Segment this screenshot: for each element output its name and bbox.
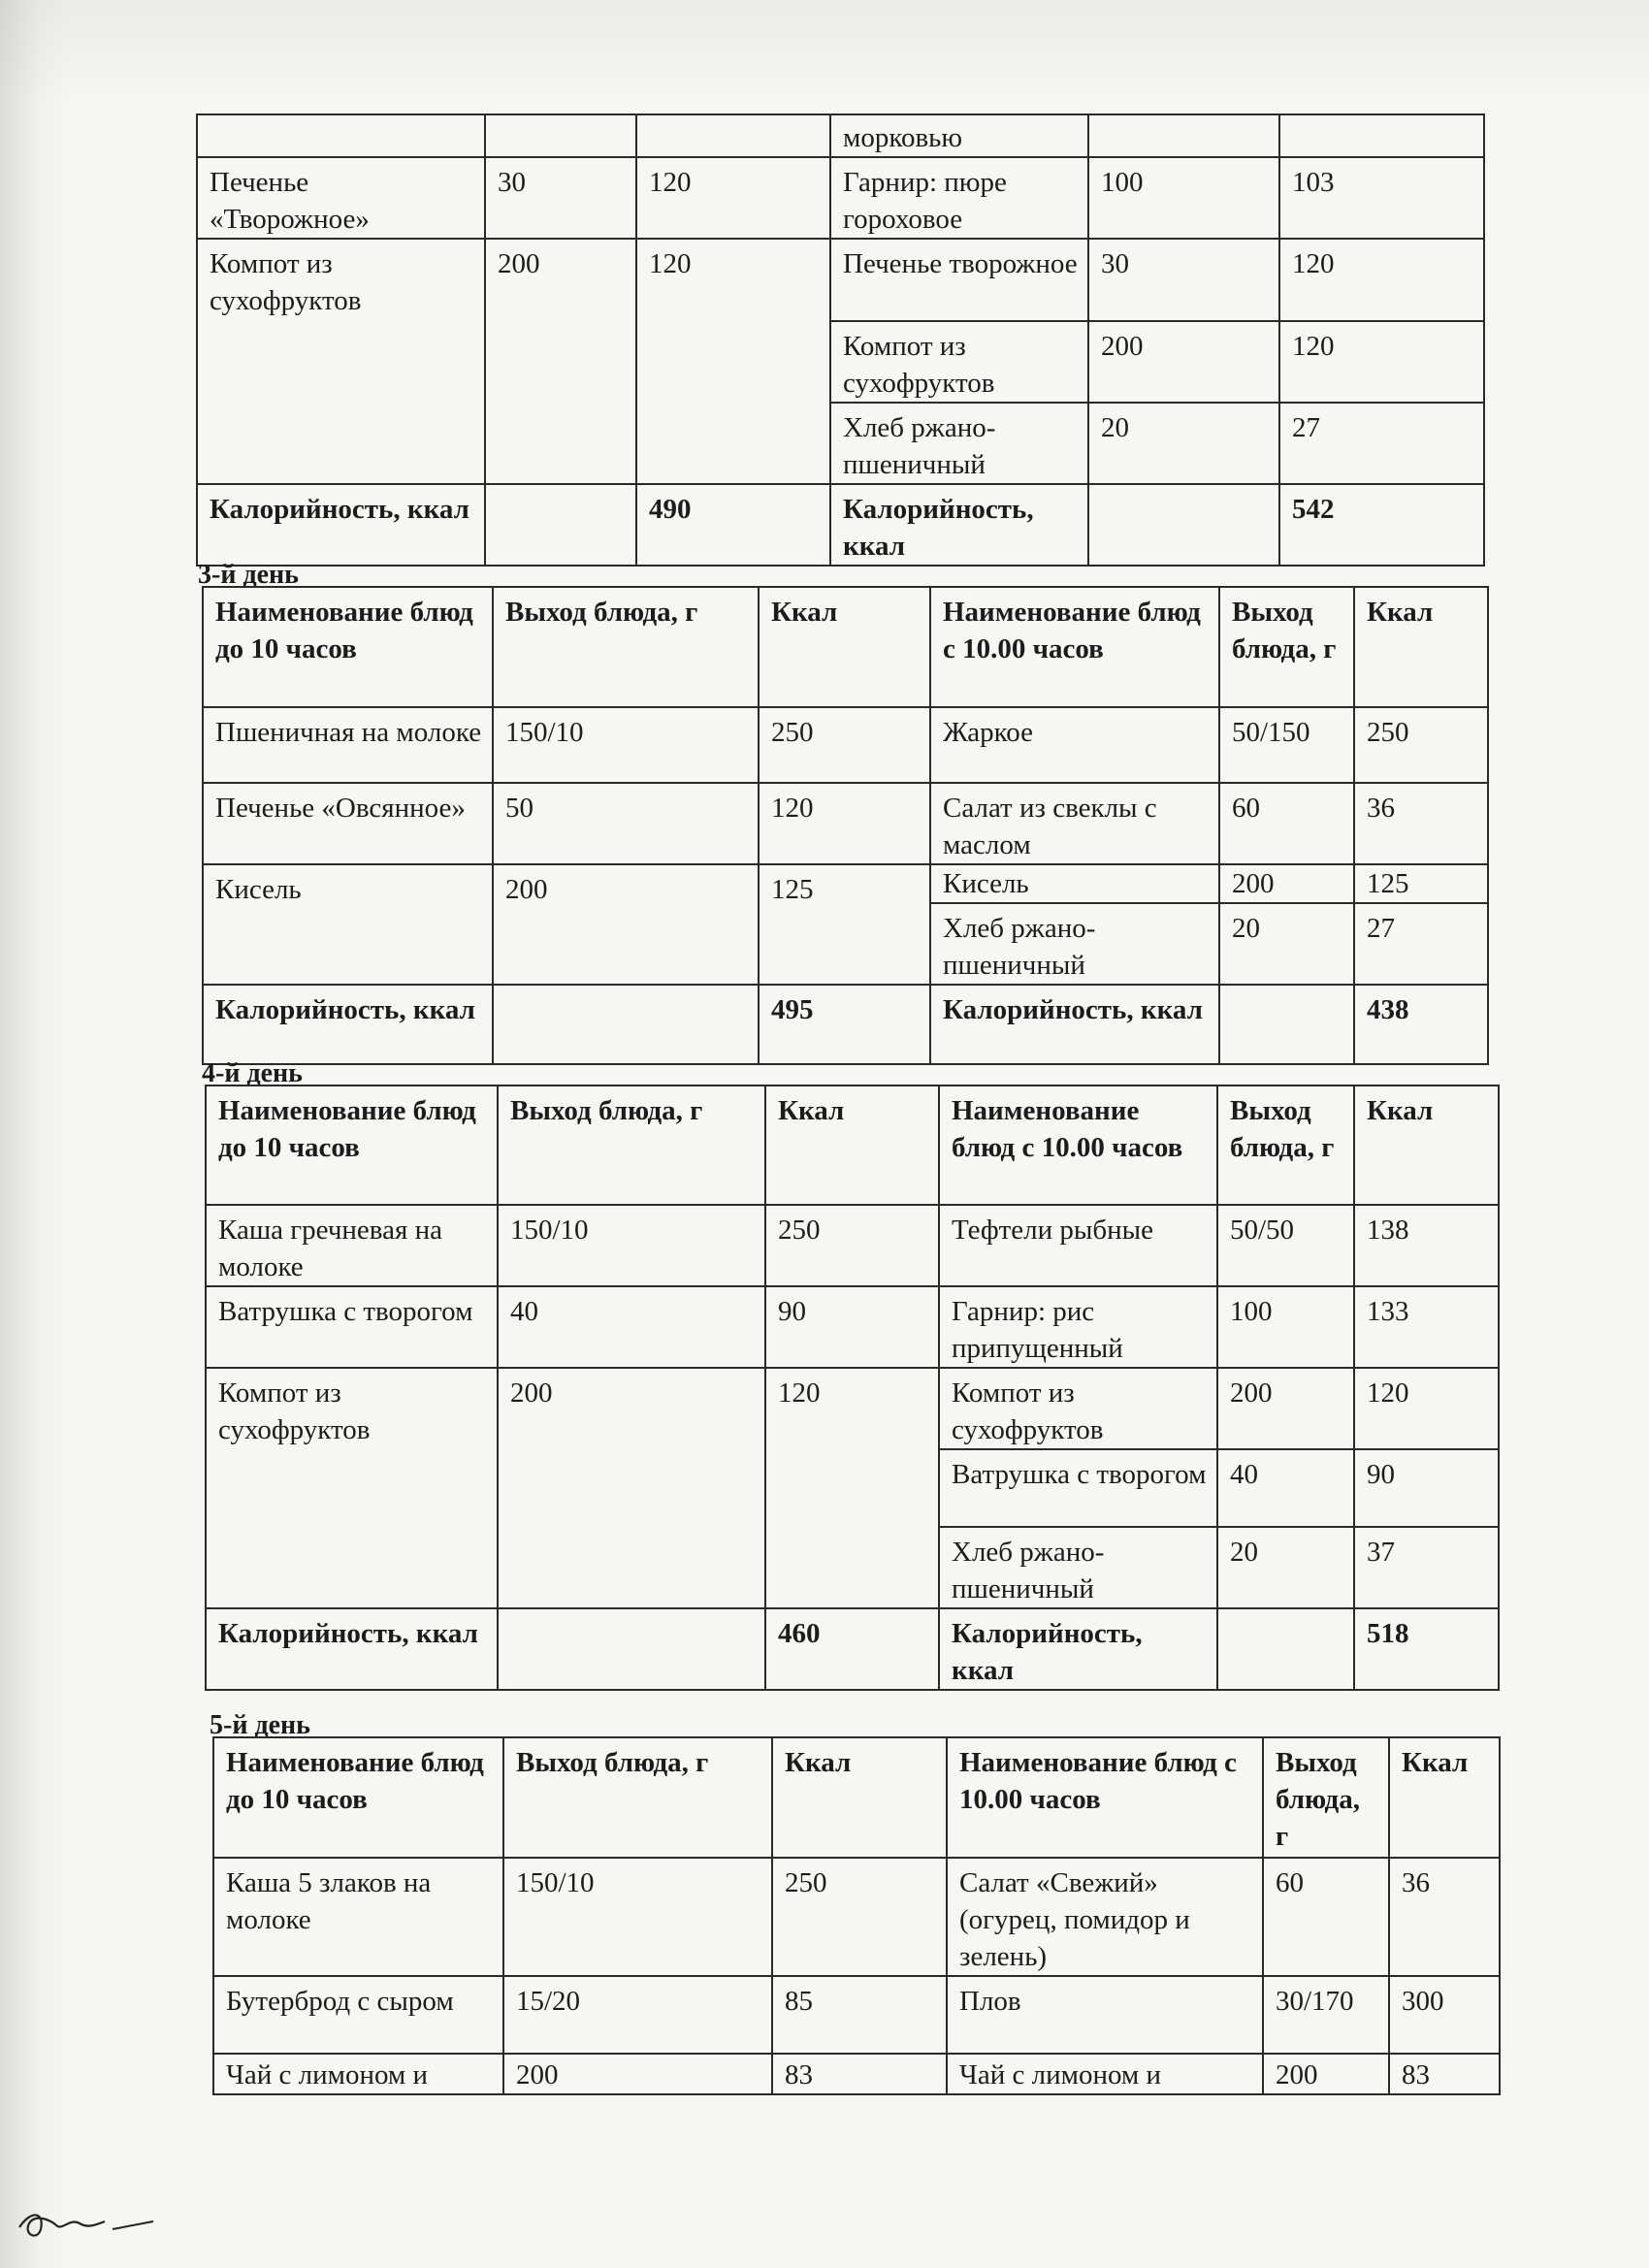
table-cell: 120 bbox=[759, 783, 930, 864]
table-cell: 150/10 bbox=[503, 1858, 772, 1976]
table-cell: Каша гречневая на молоке bbox=[206, 1205, 498, 1286]
column-header: Ккал bbox=[759, 587, 930, 707]
table-cell: 40 bbox=[498, 1286, 765, 1368]
calorie-total-label: Калорийность, ккал bbox=[203, 985, 493, 1064]
table-cell bbox=[498, 1608, 765, 1690]
calorie-total-value: 490 bbox=[636, 484, 830, 566]
column-header: Наименование блюд с 10.00 часов bbox=[930, 587, 1219, 707]
day5-heading: 5-й день bbox=[210, 1710, 310, 1740]
table-row bbox=[197, 484, 1484, 566]
calorie-total-value: 542 bbox=[1279, 484, 1484, 566]
column-header: Выход блюда, г bbox=[498, 1085, 765, 1205]
table-cell: Печенье творожное bbox=[830, 239, 1088, 321]
table-row bbox=[203, 783, 1488, 864]
table-cell: 200 bbox=[1217, 1368, 1354, 1449]
scan-shadow-left bbox=[0, 0, 68, 2268]
table-row bbox=[203, 985, 1488, 1064]
table-cell: 60 bbox=[1263, 1858, 1389, 1976]
table-cell: Салат «Свежий» (огурец, помидор и зелень) bbox=[947, 1858, 1263, 1976]
table-cell: 30 bbox=[1088, 239, 1279, 321]
table-cell: 120 bbox=[636, 157, 830, 239]
table-header-row bbox=[203, 587, 1488, 707]
calorie-total-label: Калорийность, ккал bbox=[206, 1608, 498, 1690]
table-cell: 100 bbox=[1088, 157, 1279, 239]
table-cell bbox=[1088, 484, 1279, 566]
table-cell: 36 bbox=[1354, 783, 1488, 864]
table-cell: 20 bbox=[1219, 903, 1354, 985]
table-cell: 200 bbox=[493, 864, 759, 985]
table-cell: Ватрушка с творогом bbox=[206, 1286, 498, 1368]
table-row bbox=[206, 1608, 1499, 1690]
table-cell: Гарнир: пюре гороховое bbox=[830, 157, 1088, 239]
scan-shadow-top bbox=[0, 0, 1649, 107]
table-cell: 120 bbox=[1279, 239, 1484, 321]
calorie-total-label: Калорийность, ккал bbox=[830, 484, 1088, 566]
table-cell: Чай с лимоном и bbox=[947, 2054, 1263, 2094]
table-cell: 300 bbox=[1389, 1976, 1500, 2054]
table-cell: 200 bbox=[485, 239, 636, 484]
table-cell: Пшеничная на молоке bbox=[203, 707, 493, 783]
table-cell: Печенье «Овсянное» bbox=[203, 783, 493, 864]
table-cell: 37 bbox=[1354, 1527, 1499, 1608]
table-cell bbox=[636, 114, 830, 157]
table-cell: Салат из свеклы с маслом bbox=[930, 783, 1219, 864]
column-header: Ккал bbox=[1354, 1085, 1499, 1205]
table-row bbox=[197, 114, 1484, 157]
table-cell: 250 bbox=[759, 707, 930, 783]
table-cell: Кисель bbox=[203, 864, 493, 985]
table-cell: 200 bbox=[1219, 864, 1354, 903]
table-cell: Гарнир: рис припущенный bbox=[939, 1286, 1217, 1368]
table-cell: 27 bbox=[1354, 903, 1488, 985]
table-cell bbox=[485, 484, 636, 566]
table-cell: 50/50 bbox=[1217, 1205, 1354, 1286]
table-cell: Кисель bbox=[930, 864, 1219, 903]
table-row bbox=[197, 239, 1484, 321]
day3-heading: 3-й день bbox=[198, 560, 299, 590]
table-cell: Хлеб ржано-пшеничный bbox=[830, 403, 1088, 484]
table-cell: 27 bbox=[1279, 403, 1484, 484]
table-cell bbox=[1088, 114, 1279, 157]
table-cell: 200 bbox=[1088, 321, 1279, 403]
table-cell: Хлеб ржано-пшеничный bbox=[930, 903, 1219, 985]
table-cell: морковью bbox=[830, 114, 1088, 157]
table-cell: 90 bbox=[765, 1286, 939, 1368]
table-cell: Хлеб ржано-пшеничный bbox=[939, 1527, 1217, 1608]
table-cell: 15/20 bbox=[503, 1976, 772, 2054]
table-header-row bbox=[213, 1737, 1500, 1858]
column-header: Выход блюда, г bbox=[1219, 587, 1354, 707]
table-row bbox=[206, 1286, 1499, 1368]
table-cell: Печенье «Творожное» bbox=[197, 157, 485, 239]
column-header: Ккал bbox=[1354, 587, 1488, 707]
table-cell: 40 bbox=[1217, 1449, 1354, 1527]
menu-table-day4 bbox=[205, 1085, 1500, 1691]
table-cell: 138 bbox=[1354, 1205, 1499, 1286]
calorie-total-label: Калорийность, ккал bbox=[930, 985, 1219, 1064]
table-cell bbox=[485, 114, 636, 157]
table-cell: 150/10 bbox=[493, 707, 759, 783]
table-cell: Бутерброд с сыром bbox=[213, 1976, 503, 2054]
column-header: Наименование блюд с 10.00 часов bbox=[947, 1737, 1263, 1858]
table-cell: 103 bbox=[1279, 157, 1484, 239]
table-cell: 50/150 bbox=[1219, 707, 1354, 783]
table-cell bbox=[197, 114, 485, 157]
column-header: Ккал bbox=[1389, 1737, 1500, 1858]
table-cell: Жаркое bbox=[930, 707, 1219, 783]
table-cell: 83 bbox=[772, 2054, 947, 2094]
table-row bbox=[206, 1368, 1499, 1449]
table-cell: 120 bbox=[1354, 1368, 1499, 1449]
table-cell: 120 bbox=[636, 239, 830, 484]
column-header: Выход блюда, г bbox=[503, 1737, 772, 1858]
table-cell: 200 bbox=[498, 1368, 765, 1608]
table-cell: 20 bbox=[1217, 1527, 1354, 1608]
table-cell: 50 bbox=[493, 783, 759, 864]
table-cell: 200 bbox=[503, 2054, 772, 2094]
table-cell: 60 bbox=[1219, 783, 1354, 864]
table-cell: 120 bbox=[765, 1368, 939, 1608]
column-header: Наименование блюд до 10 часов bbox=[206, 1085, 498, 1205]
table-cell: 85 bbox=[772, 1976, 947, 2054]
table-cell bbox=[1217, 1608, 1354, 1690]
handwritten-signature bbox=[12, 2190, 157, 2249]
column-header: Выход блюда, г bbox=[1263, 1737, 1389, 1858]
table-row bbox=[213, 1858, 1500, 1976]
table-cell: Ватрушка с творогом bbox=[939, 1449, 1217, 1527]
table-cell: Компот из сухофруктов bbox=[939, 1368, 1217, 1449]
table-cell: 125 bbox=[759, 864, 930, 985]
table-cell: 100 bbox=[1217, 1286, 1354, 1368]
calorie-total-label: Калорийность, ккал bbox=[197, 484, 485, 566]
table-cell: 250 bbox=[1354, 707, 1488, 783]
menu-table-day5 bbox=[212, 1736, 1501, 2095]
table-cell: Каша 5 злаков на молоке bbox=[213, 1858, 503, 1976]
column-header: Выход блюда, г bbox=[1217, 1085, 1354, 1205]
table-cell: 120 bbox=[1279, 321, 1484, 403]
menu-table-day2-end bbox=[196, 113, 1485, 567]
table-row bbox=[213, 1976, 1500, 2054]
calorie-total-value: 518 bbox=[1354, 1608, 1499, 1690]
table-cell: 200 bbox=[1263, 2054, 1389, 2094]
calorie-total-label: Калорийность, ккал bbox=[939, 1608, 1217, 1690]
column-header: Наименование блюд до 10 часов bbox=[213, 1737, 503, 1858]
column-header: Наименование блюд с 10.00 часов bbox=[939, 1085, 1217, 1205]
table-cell: Чай с лимоном и bbox=[213, 2054, 503, 2094]
column-header: Ккал bbox=[765, 1085, 939, 1205]
table-cell: 250 bbox=[772, 1858, 947, 1976]
table-cell: 30 bbox=[485, 157, 636, 239]
day4-heading: 4-й день bbox=[202, 1058, 303, 1088]
table-cell: 83 bbox=[1389, 2054, 1500, 2094]
menu-table-day3 bbox=[202, 586, 1489, 1065]
table-cell: 90 bbox=[1354, 1449, 1499, 1527]
table-cell: 20 bbox=[1088, 403, 1279, 484]
table-cell bbox=[493, 985, 759, 1064]
table-row bbox=[203, 864, 1488, 903]
calorie-total-value: 438 bbox=[1354, 985, 1488, 1064]
table-cell bbox=[1279, 114, 1484, 157]
table-cell: 36 bbox=[1389, 1858, 1500, 1976]
table-row bbox=[197, 157, 1484, 239]
table-cell: Тефтели рыбные bbox=[939, 1205, 1217, 1286]
calorie-total-value: 495 bbox=[759, 985, 930, 1064]
table-cell: Компот из сухофруктов bbox=[197, 239, 485, 484]
column-header: Ккал bbox=[772, 1737, 947, 1858]
table-cell: 133 bbox=[1354, 1286, 1499, 1368]
calorie-total-value: 460 bbox=[765, 1608, 939, 1690]
table-cell: Компот из сухофруктов bbox=[206, 1368, 498, 1608]
table-cell: Плов bbox=[947, 1976, 1263, 2054]
table-cell: 150/10 bbox=[498, 1205, 765, 1286]
table-row bbox=[206, 1205, 1499, 1286]
table-header-row bbox=[206, 1085, 1499, 1205]
table-row bbox=[203, 707, 1488, 783]
column-header: Выход блюда, г bbox=[493, 587, 759, 707]
column-header: Наименование блюд до 10 часов bbox=[203, 587, 493, 707]
table-cell: 125 bbox=[1354, 864, 1488, 903]
table-cell: Компот из сухофруктов bbox=[830, 321, 1088, 403]
table-row bbox=[213, 2054, 1500, 2094]
table-cell: 30/170 bbox=[1263, 1976, 1389, 2054]
table-cell: 250 bbox=[765, 1205, 939, 1286]
table-cell bbox=[1219, 985, 1354, 1064]
